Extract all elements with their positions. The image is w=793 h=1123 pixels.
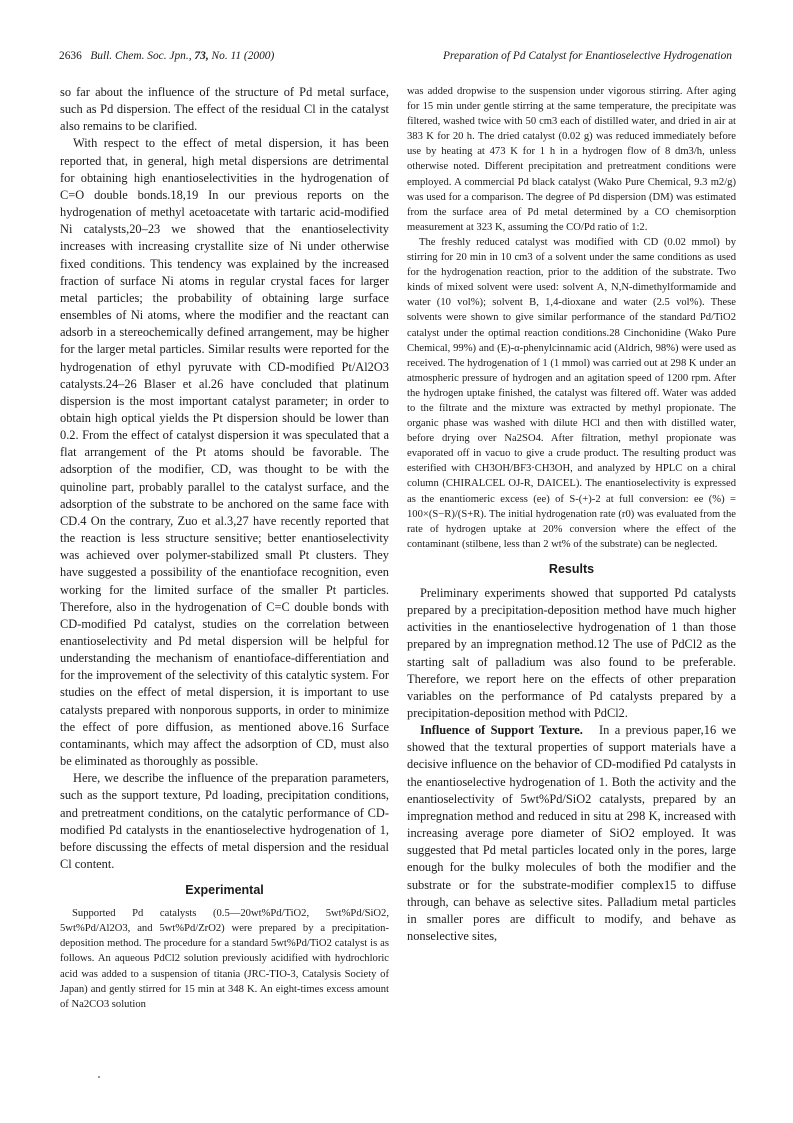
paragraph-catalyst-prep-cont: was added dropwise to the suspension under vigorous stirring. After aging for 15 min under gentle stirring at the same temperature, the precipitate was filtered, washed twice with 50 cm3 each of distilled water, and dried in air at 383 K for 20 h. The dried catalyst (0.02 g) was reduced immediately before use by heating at 473 K for 1 h in a hydrogen flow of 8 dm3/h, unless otherwise noted. Different precipitation and pretreatment conditions were employed. A commercial Pd black catalyst (Wako Pure Chemical, 9.3 m2/g) was used for a comparison. The degree of Pd dispersion (DM) was estimated from the surface area of Pd metal determined by a CO chemisorption measurement at 323 K, assuming the CO/Pd ratio of 1:2. xyxy=(407,86,736,233)
paragraph-support-texture xyxy=(407,722,736,945)
paragraph-catalyst-prep: Supported Pd catalysts (0.5—20wt%Pd/TiO2, 5wt%Pd/SiO2, 5wt%Pd/Al2O3, and 5wt%Pd/ZrO2) were prepared by a precipitation-deposition method. The procedure for a standard 5wt%Pd/TiO2 catalyst is as follows. An aqueous PdCl2 solution previously acidified with hydrochloric acid was added to a suspension of titania (JRC-TIO-3, Catalysis Society of Japan) and gently stirred for 15 min at 348 K. An eight-times excess amount of Na2CO3 solution xyxy=(60,908,389,1010)
paragraph-scope: Here, we describe the influence of the preparation parameters, such as the support texture, Pd loading, precipitation conditions, and pretreatment conditions, on the catalytic performance of CD-modified Pd catalysts in the enantioselective hydrogenation of 1, before discussing the effects of metal dispersion and the residual Cl content. xyxy=(60,771,389,872)
paragraph-hydrogenation-procedure: The freshly reduced catalyst was modified with CD (0.02 mmol) by stirring for 20 min in 10 cm3 of a solvent under the same conditions as used for the hydrogenation reaction, prior to the addition of the substrate. Two kinds of mixed solvent were used: solvent A, N,N-dimethylformamide and water (10 vol%); solvent B, 1,4-dioxane and water (2.5 vol%). These solvents were shown to give similar performance of the standard Pd/TiO2 catalyst under the optimal reaction conditions.28 Cinchonidine (Wako Pure Chemical, 99%) and (E)-α-phenylcinnamic acid (Aldrich, 98%) were used as received. The hydrogenation of 1 (1 mmol) was carried out at 298 K under an atmospheric pressure of hydrogen and an agitation speed of 1200 rpm. After the hydrogen uptake finished, the catalyst was filtered off. Water was added to the filtrate and the mixture was extracted by methyl propionate. The organic phase was washed with dilute HCl and then with distilled water, before drying over Na2SO4. After filtration, methyl propionate was evaporated off in vacuo to give a crude product. The resulting product was esterified with CH3OH/BF3·CH3OH, and analyzed by HPLC on a chiral column (CHIRALCEL OJ-R, DAICEL). The enantioselectivity is expressed as the enantiomeric excess (ee) of S-(+)-2 at full conversion: ee (%) = 100×(S−R)/(S+R). The initial hydrogenation rate (r0) was evaluated from the rate of hydrogen uptake at 20% conversion where the effect of the contaminant (stilbene, less than 2 wt% of the substrate) can be neglected. xyxy=(407,236,736,550)
running-title: Preparation of Pd Catalyst for Enantioselective Hydrogenation xyxy=(443,50,732,62)
journal-volume: 73, xyxy=(194,50,209,62)
section-heading-results: Results xyxy=(548,561,595,576)
paragraph-support-texture-text: In a previous paper,16 we showed that the textural properties of support materials have a decisive influence on the behavior of CD-modified Pd catalysts in the enantioselective hydrogenation of 1. Both the activity and the enantioselectivity of 5wt%Pd/SiO2 catalysts, prepared by an impregnation method and reduced in situ at 298 K, increased with increasing average pore diameter of SiO2 employed. It was suggested that Pd metal particles located only in the pores, large enough for the bulky molecules of both the modifier and the substrate or for the substrate-modifier complex15 to diffuse through, can behave as selective sites. Palladium metal particles in smaller pores are difficult to modify, and behave as nonselective sites, xyxy=(407,723,736,944)
subheading-support-texture: Influence of Support Texture. xyxy=(420,723,583,738)
page-number: 2636 xyxy=(59,50,82,62)
journal-name: Bull. Chem. Soc. Jpn., xyxy=(90,50,192,62)
paragraph-preliminary: Preliminary experiments showed that supported Pd catalysts prepared by a precipitation-deposition method have much higher activities in the enantioselective hydrogenation of 1 than those prepared by an impregnation method.12 The use of PdCl2 as the starting salt of palladium was also found to be preferable. Therefore, we report here on the effects of other preparation variables on the performance of Pd catalysts prepared by a precipitation-deposition method with PdCl2. xyxy=(407,585,736,720)
right-column xyxy=(407,84,736,945)
page-mark xyxy=(98,1076,100,1078)
section-heading-experimental: Experimental xyxy=(185,883,264,898)
running-header-left xyxy=(59,50,274,66)
journal-issue: No. 11 (2000) xyxy=(211,50,275,62)
left-column xyxy=(60,84,389,1012)
paragraph-intro-end: so far about the influence of the structure of Pd metal surface, such as Pd dispersion. The effect of the residual Cl in the catalyst also remains to be clarified. xyxy=(60,85,389,134)
paragraph-metal-dispersion: With respect to the effect of metal dispersion, it has been reported that, in general, high metal dispersions are detrimental for obtaining high enantioselectivities in the hydrogenation of C=O double bonds.18,19 In our previous reports on the hydrogenation of methyl acetoacetate with tartaric acid-modified Ni catalysts,20–23 we showed that the enantioselectivity increases with increasing crystallite size of Ni under otherwise fixed conditions. This tendency was explained by the increased fraction of surface Ni atoms in regular crystal faces for larger metal particles; the probability of obtaining large surface ensembles of Ni atoms, where the modifier and the reactant can adsorb in a stereochemically defined arrangement, may be higher for the larger metal particles. Similar results were reported for the hydrogenation of ethyl pyruvate with CD-modified Pt/Al2O3 catalysts.24–26 Blaser et al.26 have concluded that platinum dispersion is the most important catalyst parameter; in order to obtain high optical yields the Pt dispersion should be lower than 0.2. From the effect of catalyst dispersion it was speculated that a flat arrangement of the Pt atoms should be favorable. The adsorption of the modifier, CD, was thought to be with the quinoline part, probably parallel to the catalyst surface, and the adsorption of the substrate to be anchored on the same face with CD.4 On the contrary, Zuo et al.3,27 have recently reported that the reaction is less structure sensitive; better enantioselectivity was achieved over polymer-stabilized small Pt clusters. They have suggested a possibility of the enantioface recognition, even working for the limited surface of the smaller Pt particles. Therefore, also in the hydrogenation of C=C double bonds with CD-modified Pd catalyst, studies on the correlation between enantioselectivity and Pd metal dispersion will be helpful for understanding the mechanism of enantioface-differentiation and for the improvement of the selectivity of this catalytic system. For studies on the effect of metal dispersion, it is important to use catalysts prepared with nonporous supports, in order to minimize the effect of pore diffusion, as mentioned above.16 Surface contaminants, which may affect the adsorption of CD, must also be eliminated as thoroughly as possible. xyxy=(60,136,389,769)
